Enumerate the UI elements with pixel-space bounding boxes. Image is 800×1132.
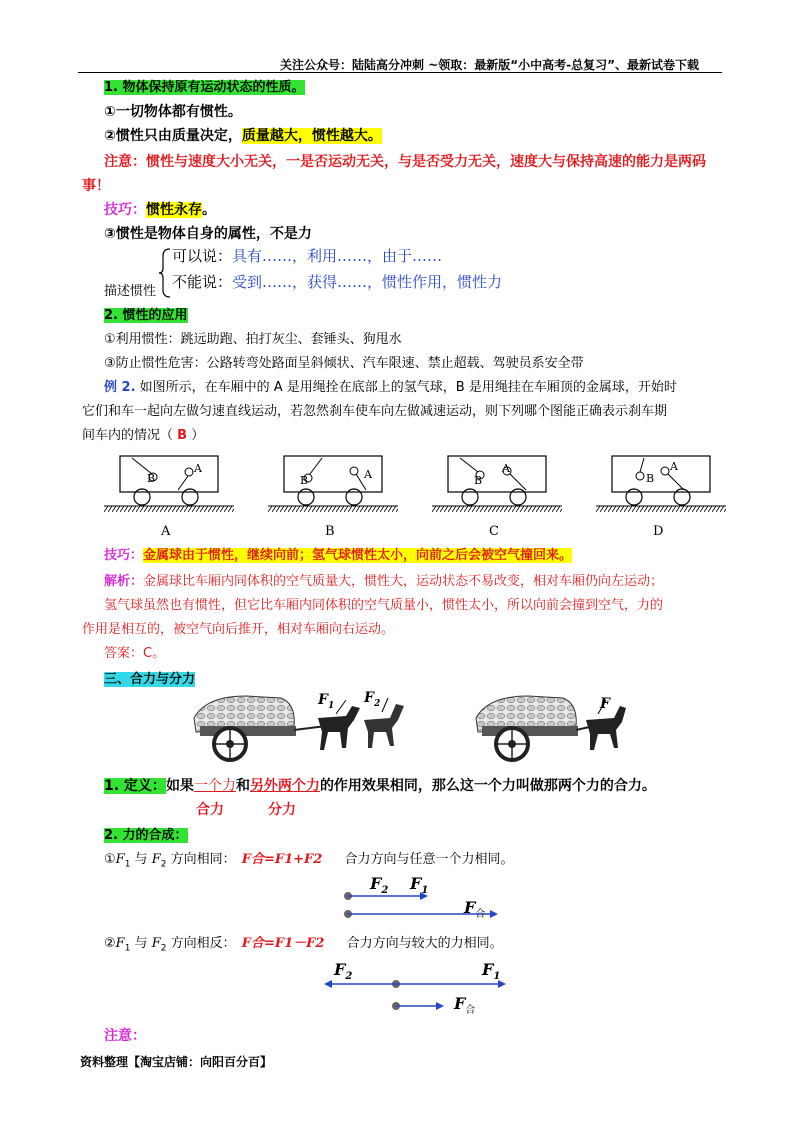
definition: 1. 定义：如果一个力和另外两个力的作用效果相同，那么这一个力叫做那两个力的合力。 bbox=[104, 778, 656, 794]
example-line1: 例 2. 如图所示，在车厢中的 A 是用绳拴在底部上的氢气球，B 是用绳挂在车厢顶的金属球，开始时 bbox=[104, 380, 677, 395]
cart-a-ball-a: A bbox=[194, 462, 202, 475]
analysis-line2: 氢气球虽然也有惯性，但它比车厢内同体积的空气质量小，惯性太小，所以向前会撞到空气，力的 bbox=[104, 598, 664, 613]
cart-label-c: C bbox=[489, 524, 499, 539]
answer: 答案：C。 bbox=[104, 646, 166, 661]
inertia-note-line2: 事！ bbox=[82, 178, 110, 194]
resultant-force-label: 合力 bbox=[196, 802, 224, 818]
header-divider bbox=[78, 72, 722, 73]
cart-a-ball-b: B bbox=[147, 472, 156, 485]
same-direction-line: $①F_1$ 与 $F_2$ 方向相同： F合=F1+F2 合力方向与任意一个力相同。 bbox=[104, 852, 514, 870]
inertia-point-3: ③惯性是物体自身的属性，不是力 bbox=[104, 226, 312, 242]
force-label-f1: $F_1$ bbox=[318, 692, 335, 711]
horse-cart-illustration bbox=[186, 688, 626, 768]
vector-opp-f2-label: $F_2$ bbox=[334, 960, 353, 983]
inertia-point-2: ②惯性只由质量决定，质量越大，惯性越大。 bbox=[104, 128, 382, 144]
inertia-note-line1: 注意：惯性与速度大小无关，一是否运动无关，与是否受力无关，速度大与保持高速的能力是两码 bbox=[104, 154, 706, 170]
vector-f2-label: $F_2$ bbox=[370, 874, 389, 897]
use-inertia: ①利用惯性：跳远助跑、拍打灰尘、套锤头、狗甩水 bbox=[104, 332, 402, 347]
cart-d bbox=[596, 456, 726, 512]
cart-label-d: D bbox=[653, 524, 664, 539]
cart-label-a: A bbox=[161, 524, 171, 539]
cart-b-ball-a: A bbox=[364, 468, 372, 481]
analysis-line1: 解析：金属球比车厢内同体积的空气质量大，惯性大，运动状态不易改变，相对车厢仍向左运动； bbox=[104, 574, 664, 589]
cart-c bbox=[432, 456, 562, 512]
can-say-line: 可以说：具有……，利用……，由于…… bbox=[172, 247, 443, 265]
inertia-tip: 技巧：惯性永存。 bbox=[104, 202, 216, 218]
cart-a bbox=[104, 456, 234, 512]
brace-icon bbox=[158, 248, 172, 298]
section-application-title: 2. 惯性的应用 bbox=[104, 308, 188, 323]
example-line2: 它们和车一起向左做匀速直线运动，若忽然刹车使车向左做减速运动，则下列哪个图能正确表示刹车期 bbox=[82, 404, 668, 419]
prevent-inertia: ③防止惯性危害：公路转弯处路面呈斜倾状、汽车限速、禁止超载、驾驶员系安全带 bbox=[104, 356, 584, 371]
vector-opp-f1-label: $F_1$ bbox=[482, 960, 501, 983]
vector-opp-fhe-label: $F_合$ bbox=[454, 994, 476, 1017]
cart-d-ball-b: B bbox=[646, 472, 655, 485]
example-line3: 间车内的情况（ B ） bbox=[82, 428, 205, 443]
force-label-f2: $F_2$ bbox=[364, 690, 381, 709]
example-tip: 技巧：金属球由于惯性，继续向前；氢气球惯性太小，向前之后会被空气撞回来。 bbox=[104, 548, 573, 563]
cart-label-b: B bbox=[325, 524, 335, 539]
describe-inertia-label: 描述惯性 bbox=[104, 284, 157, 299]
vector-fhe-label: $F_合$ bbox=[464, 898, 486, 921]
component-force-label: 分力 bbox=[268, 802, 296, 818]
inertia-point-1: ①一切物体都有惯性。 bbox=[104, 104, 242, 120]
composition-title: 2. 力的合成： bbox=[104, 828, 188, 843]
cannot-say-line: 不能说：受到……，获得……，惯性作用，惯性力 bbox=[172, 273, 503, 291]
page-header: 关注公众号：陆陆高分冲刺 ~领取：最新版“小中高考-总复习”、最新试卷下载 bbox=[280, 58, 699, 72]
page-footer: 资料整理【淘宝店铺：向阳百分百】 bbox=[80, 1055, 273, 1069]
cart-d-ball-a: A bbox=[670, 460, 678, 473]
opposite-direction-line: $②F_1$ 与 $F_2$ 方向相反： F合=F1－F2 合力方向与较大的力相同。 bbox=[104, 936, 503, 954]
cart-c-ball-a: A bbox=[502, 462, 510, 475]
analysis-line3: 作用是相互的，被空气向后推开，相对车厢向右运动。 bbox=[82, 622, 395, 637]
force-label-f: F bbox=[600, 696, 610, 712]
cart-b bbox=[268, 456, 398, 512]
cart-c-ball-b: B bbox=[474, 474, 483, 487]
section-inertia-title: 1. 物体保持原有运动状态的性质。 bbox=[104, 80, 305, 95]
section-resultant-title: 三、合力与分力 bbox=[104, 672, 196, 687]
cart-diagrams bbox=[100, 452, 800, 522]
composition-note: 注意： bbox=[104, 1028, 146, 1044]
vector-f1-label: $F_1$ bbox=[410, 874, 429, 897]
cart-b-ball-b: B bbox=[300, 474, 309, 487]
